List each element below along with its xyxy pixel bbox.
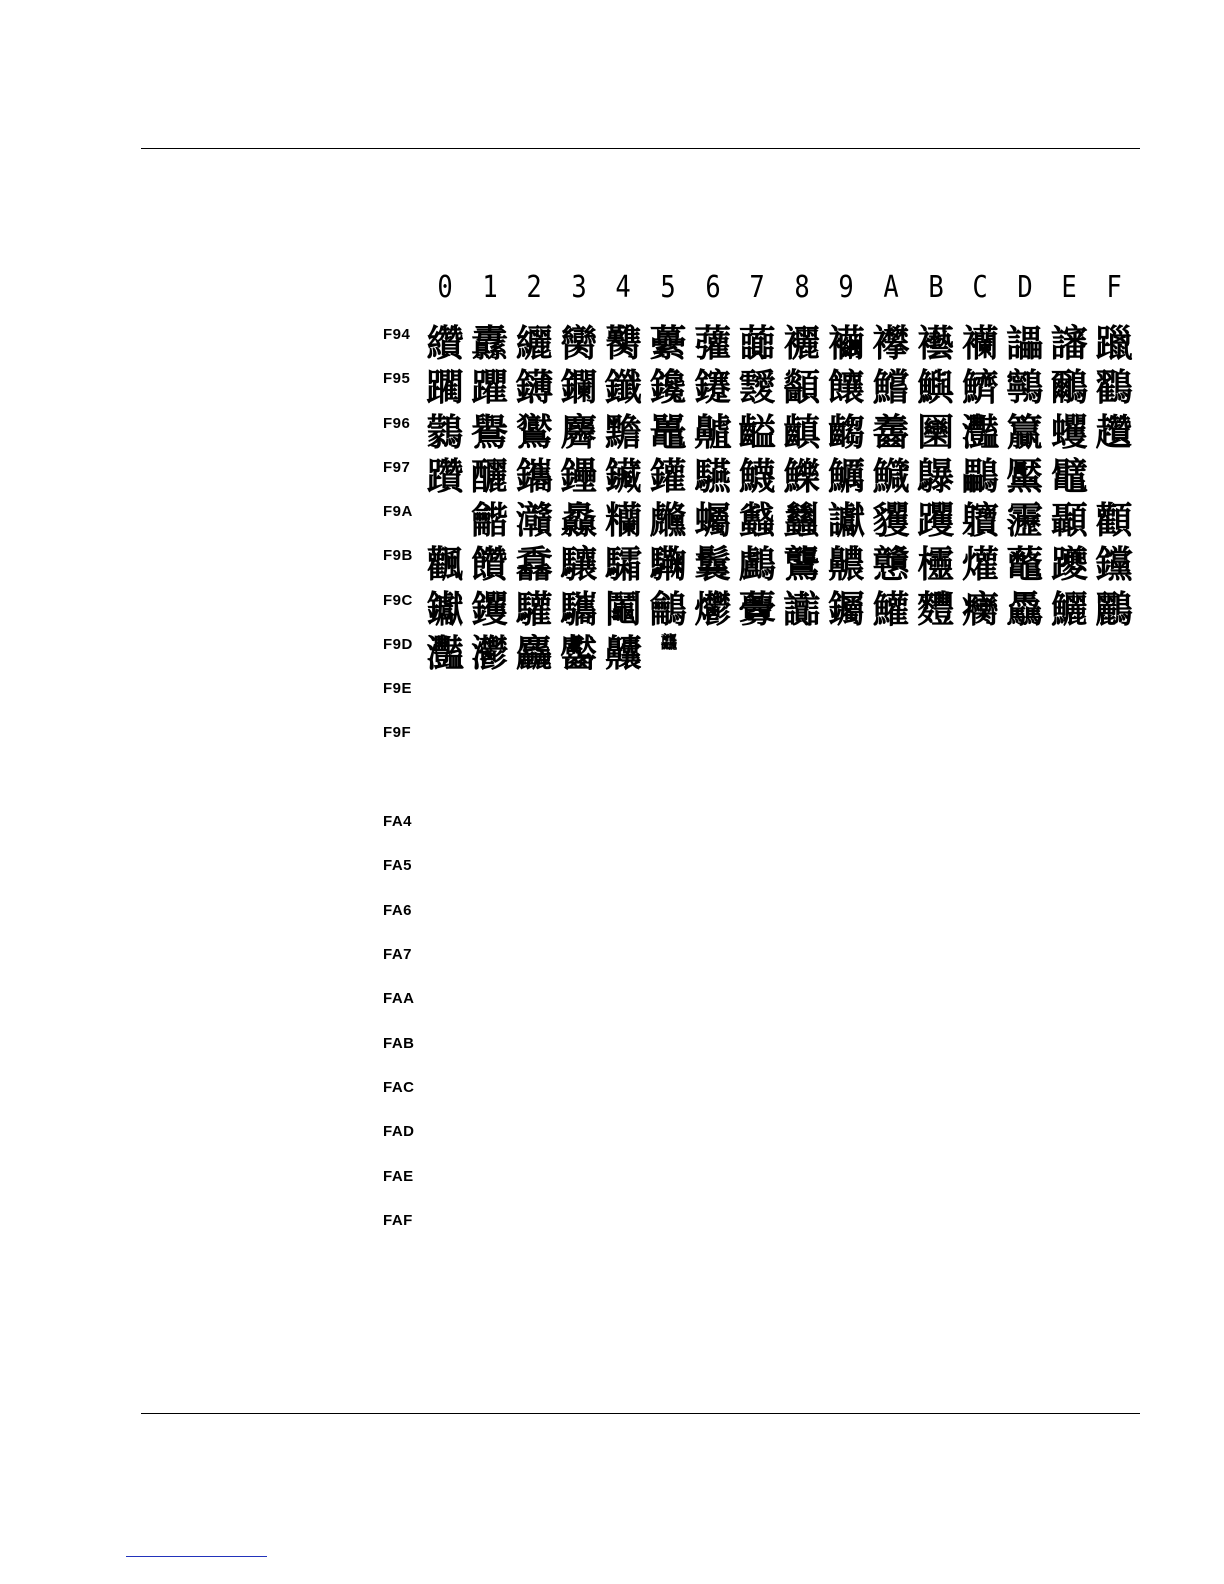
column-digit-9: 9 [838,270,855,305]
glyph-cell: 麡 [560,411,598,454]
glyph-cell: 齾 [560,632,598,675]
column-digit-d: D [1017,270,1033,305]
glyph-cell: 驤 [560,543,598,586]
glyph-cell: 龘 [660,633,676,653]
glyph-row [423,809,1137,853]
glyph-cell: 鑸 [560,455,598,498]
glyph-cell: 齈 [827,543,865,586]
glyph-cell: 讅 [1050,322,1088,365]
glyph-cell: 鑱 [649,366,687,409]
glyph-cell: 黶 [1006,455,1044,498]
row-code-label: F97 [383,459,411,476]
glyph-cell: 鱺 [1050,588,1088,631]
column-digit-1: 1 [481,270,498,305]
glyph-cell: 鑭 [560,366,598,409]
glyph-row [423,543,1137,587]
row-code-label: F96 [383,415,411,432]
glyph-cell: 鸔 [917,455,955,498]
glyph-cell: 钃 [827,588,865,631]
glyph-row [423,322,1137,366]
glyph-cell: 糷 [604,499,642,542]
glyph-row [423,853,1137,897]
glyph-row [423,986,1137,1030]
glyph-cell: 鑯 [604,366,642,409]
row-code-label: FAD [383,1123,415,1140]
glyph-cell: 鱴 [738,455,776,498]
column-digit-7: 7 [749,270,765,305]
column-digit-b: B [927,270,944,305]
glyph-cell: 軉 [961,499,999,542]
glyph-cell: 灩 [961,411,999,454]
glyph-cell: 齸 [738,411,776,454]
glyph-cell: 纘 [426,322,464,365]
glyph-row [423,455,1137,499]
glyph-cell: 爟 [961,543,999,586]
glyph-cell: 躣 [471,366,509,409]
column-digit-3: 3 [571,270,587,305]
row-code-label: FAC [383,1079,415,1096]
glyph-row [423,411,1137,455]
row-code-label: FAF [383,1212,413,1229]
footer-link-underline [126,1556,267,1557]
glyph-cell: 貜 [872,499,910,542]
row-code-label: FA7 [383,946,413,963]
glyph-row [423,588,1137,632]
glyph-cell: 蠼 [1050,411,1088,454]
glyph-cell: 籯 [1006,411,1044,454]
column-digit-6: 6 [704,270,721,305]
column-digit-f: F [1106,270,1122,305]
glyph-cell: 襹 [783,322,821,365]
glyph-cell: 釃 [471,455,509,498]
glyph-row [423,942,1137,986]
glyph-cell: 鑳 [694,366,732,409]
glyph-cell: 麤 [515,632,553,675]
row-code-label: FAE [383,1168,414,1185]
glyph-cell: 饡 [471,543,509,586]
glyph-cell: 黵 [604,411,642,454]
glyph-cell: 馫 [515,543,553,586]
glyph-cell: 驩 [515,588,553,631]
glyph-cell: 虌 [1006,543,1044,586]
glyph-cell: 襺 [827,322,865,365]
row-code-label: FA6 [383,902,413,919]
glyph-cell: 躦 [426,455,464,498]
glyph-cell: 鸍 [1050,366,1088,409]
glyph-cell: 鑵 [649,455,687,498]
glyph-cell: 纛 [471,322,509,365]
glyph-row [423,499,1137,543]
column-digit-2: 2 [526,270,542,305]
glyph-row [423,898,1137,942]
glyph-cell: 蠾 [694,499,732,542]
glyph-row [423,1075,1137,1119]
glyph-row [423,1031,1137,1075]
glyph-cell: 鸗 [783,543,821,586]
glyph-cell: 驦 [604,543,642,586]
glyph-cell: 灥 [560,499,598,542]
glyph-cell: 躩 [917,499,955,542]
glyph-cell: 鱳 [783,455,821,498]
column-digit-e: E [1061,270,1078,305]
row-code-label: F9F [383,724,412,741]
glyph-cell: 灪 [471,632,509,675]
column-digit-a: A [883,270,899,305]
glyph-cell: 饟 [827,366,865,409]
glyph-cell: 圞 [917,411,955,454]
glyph-row [423,720,1137,764]
glyph-cell: 戇 [872,543,910,586]
glyph-cell: 钂 [1095,543,1133,586]
glyph-cell: 躙 [426,366,464,409]
glyph-cell: 鸒 [471,411,509,454]
glyph-cell: 鑴 [515,455,553,498]
glyph-cell: 虈 [738,322,776,365]
glyph-cell: 鬮 [604,588,642,631]
glyph-cell: 齇 [694,411,732,454]
glyph-cell: 靉 [738,366,776,409]
glyph-cell: 鸏 [426,411,464,454]
glyph-row [423,1208,1137,1252]
glyph-cell: 虪 [649,499,687,542]
glyph-row [423,366,1137,410]
glyph-cell: 鑶 [604,455,642,498]
glyph-row [423,632,1137,676]
glyph-cell: 鬤 [694,543,732,586]
column-digit-8: 8 [794,270,810,305]
column-digit-4: 4 [615,270,632,305]
glyph-cell: 臠 [560,322,598,365]
glyph-cell: 鸕 [738,543,776,586]
glyph-cell: 驫 [1006,588,1044,631]
row-code-label: F9A [383,503,413,520]
glyph-cell: 讄 [1006,322,1044,365]
glyph-cell: 靋 [1006,499,1044,542]
glyph-cell: 齉 [604,632,642,675]
glyph-cell: 纚 [515,322,553,365]
glyph-cell: 驨 [560,588,598,631]
glyph-cell: 鑮 [515,366,553,409]
glyph-cell: 麷 [917,588,955,631]
glyph-cell: 齻 [783,411,821,454]
glyph-cell: 蠽 [738,499,776,542]
row-code-label: F9B [383,547,413,564]
header-rule [141,148,1140,149]
row-code-label: FAB [383,1035,415,1052]
glyph-cell: 鱭 [961,366,999,409]
glyph-cell: 鱮 [917,366,955,409]
glyph-cell: 钀 [426,588,464,631]
glyph-cell: 齹 [872,411,910,454]
column-digit-5: 5 [660,270,676,305]
row-code-label: F94 [383,326,411,343]
glyph-cell: 齺 [827,411,865,454]
glyph-row [423,1164,1137,1208]
glyph-cell: 鸋 [1006,366,1044,409]
glyph-row [423,676,1137,720]
glyph-cell: 趲 [1095,411,1133,454]
glyph-cell: 襼 [917,322,955,365]
glyph-cell: 鸙 [649,588,687,631]
glyph-cell: 顴 [1095,499,1133,542]
glyph-cell: 飌 [426,543,464,586]
glyph-cell: 顳 [1050,499,1088,542]
row-code-label: FAA [383,990,415,1007]
glyph-cell: 癵 [961,588,999,631]
glyph-cell: 虋 [738,588,776,631]
glyph-cell: 鼉 [649,411,687,454]
glyph-cell: 鱹 [872,588,910,631]
glyph-cell: 龤 [471,499,509,542]
glyph-cell: 躨 [1050,543,1088,586]
row-code-label: F95 [383,370,411,387]
row-code-label: F9E [383,680,413,697]
row-code-label: F9C [383,592,413,609]
glyph-cell: 虇 [694,322,732,365]
glyph-cell: 鸐 [1095,366,1133,409]
glyph-cell: 灨 [515,499,553,542]
row-code-label: FA5 [383,857,413,874]
row-code-label: F9D [383,636,413,653]
glyph-cell: 鸝 [1095,588,1133,631]
row-code-label: FA4 [383,813,413,830]
glyph-cell: 讟 [783,588,821,631]
glyph-cell: 驠 [694,455,732,498]
glyph-cell: 臡 [604,322,642,365]
glyph-cell: 躐 [1095,322,1133,365]
glyph-cell: 爩 [694,588,732,631]
glyph-cell: 蠿 [783,499,821,542]
glyph-cell: 鼊 [1050,455,1088,498]
glyph-cell: 驧 [649,543,687,586]
glyph-cell: 顲 [783,366,821,409]
glyph-cell: 钁 [471,588,509,631]
column-digit-0: 0 [437,270,453,305]
glyph-cell: 襽 [961,322,999,365]
column-digit-c: C [972,270,988,305]
glyph-cell: 虆 [649,322,687,365]
footer-rule [141,1413,1140,1414]
glyph-cell: 襻 [872,322,910,365]
glyph-cell: 讞 [827,499,865,542]
glyph-cell: 鸑 [515,411,553,454]
glyph-row [423,1119,1137,1163]
glyph-cell: 鱵 [872,455,910,498]
glyph-cell: 欞 [917,543,955,586]
glyph-cell: 鸓 [961,455,999,498]
glyph-cell: 鱱 [827,455,865,498]
glyph-cell: 灩 [426,632,464,675]
glyph-cell: 鱨 [872,366,910,409]
